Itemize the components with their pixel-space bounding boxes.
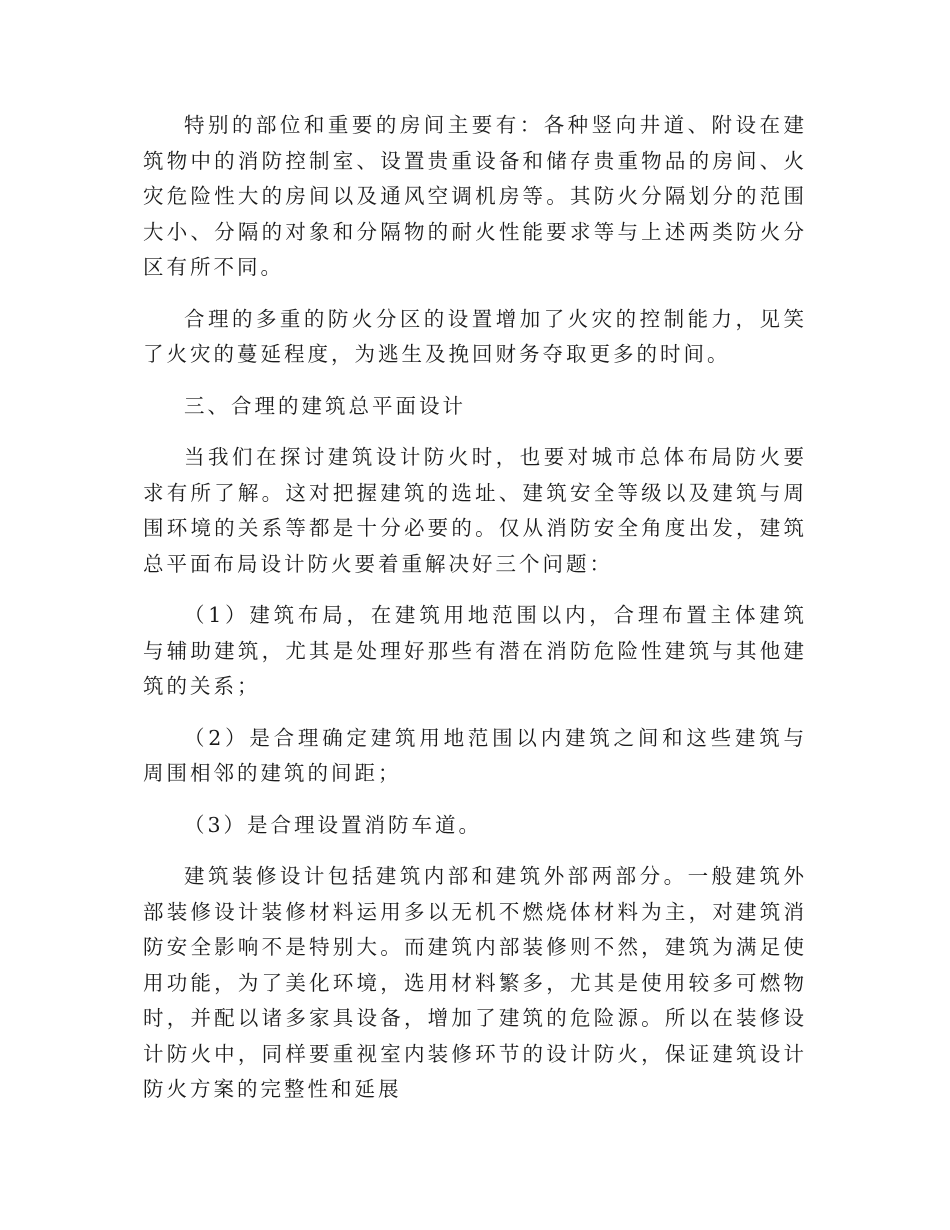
paragraph-decoration-design: 建筑装修设计包括建筑内部和建筑外部两部分。一般建筑外部装修设计装修材料运用多以无机不燃烧体材料为主，对建筑消防安全影响不是特别大。而建筑内部装修则不然，建筑为满足使用功能，为了美化环境，选用材料繁多，尤其是使用较多可燃物时，并配以诸多家具设备，增加了建筑的危险源。所以在装修设计防火中，同样要重视室内装修环节的设计防火，保证建筑设计防火方案的完整性和延展 [143, 864, 807, 1101]
section-heading-site-plan: 三、合理的建筑总平面设计 [184, 393, 466, 418]
list-item-2: （2）是合理确定建筑用地范围以内建筑之间和这些建筑与周围相邻的建筑的间距； [143, 725, 807, 785]
list-item-3: （3）是合理设置消防车道。 [184, 812, 483, 837]
paragraph-urban-layout: 当我们在探讨建筑设计防火时，也要对城市总体布局防火要求有所了解。这对把握建筑的选址、建筑安全等级以及建筑与周围环境的关系等都是十分必要的。仅从消防安全角度出发，建筑总平面布局设计防火要着重解决好三个问题： [143, 445, 807, 576]
list-item-1: （1）建筑布局，在建筑用地范围以内，合理布置主体建筑与辅助建筑，尤其是处理好那些有潜在消防危险性建筑与其他建筑的关系； [143, 603, 807, 698]
paragraph-special-areas: 特别的部位和重要的房间主要有：各种竖向井道、附设在建筑物中的消防控制室、设置贵重设备和储存贵重物品的房间、火灾危险性大的房间以及通风空调机房等。其防火分隔划分的范围大小、分隔的对象和分隔物的耐火性能要求等与上述两类防火分区有所不同。 [143, 113, 807, 279]
document-body [143, 108, 807, 1108]
paragraph-multi-zones: 合理的多重的防火分区的设置增加了火灾的控制能力，见笑了火灾的蔓延程度，为逃生及挽回财务夺取更多的时间。 [143, 306, 807, 366]
